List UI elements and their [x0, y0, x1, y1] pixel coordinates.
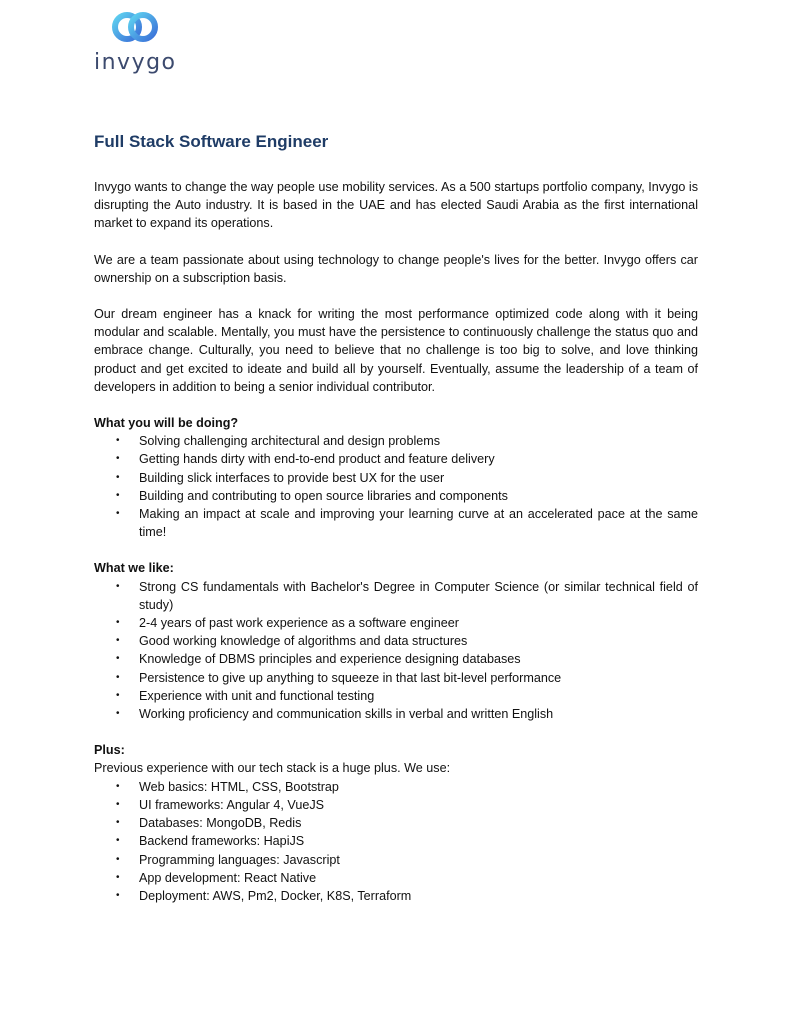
bullet-icon: • — [116, 871, 120, 883]
intro-paragraph: Invygo wants to change the way people use mobility services. As a 500 startups portfolio company, Invygo is disrupting the Auto industry. It is based in the UAE and has elected Saudi Arabia as the first international market to expand its operations. — [94, 180, 698, 231]
bullet-icon: • — [116, 489, 120, 501]
list-item: • Strong CS fundamentals with Bachelor's Degree in Computer Science (or similar technical field of study) — [116, 579, 698, 612]
bullet-icon: • — [116, 798, 120, 810]
list-item: • Backend frameworks: HapiJS — [94, 832, 698, 850]
doing-list — [94, 432, 698, 541]
list-item: • Web basics: HTML, CSS, Bootstrap — [94, 778, 698, 796]
bullet-icon: • — [116, 508, 120, 520]
list-item: • Building and contributing to open source libraries and components — [94, 487, 698, 505]
plus-intro: Previous experience with our tech stack is a huge plus. We use: — [94, 761, 451, 776]
list-item: • Experience with unit and functional testing — [94, 687, 698, 705]
company-logo — [94, 10, 184, 74]
list-item: • Persistence to give up anything to squeeze in that last bit-level performance — [94, 669, 698, 687]
bullet-icon: • — [116, 471, 120, 483]
bullet-icon: • — [116, 671, 120, 683]
team-paragraph: We are a team passionate about using technology to change people's lives for the better. Invygo offers car ownership on a subscription basis. — [94, 252, 698, 285]
list-item: • Solving challenging architectural and design problems — [94, 432, 698, 450]
doing-section — [94, 414, 698, 541]
like-list — [94, 578, 698, 724]
list-item: • Making an impact at scale and improving your learning curve at an accelerated pace at the same time! — [116, 507, 698, 540]
bullet-icon: • — [116, 780, 120, 792]
plus-section — [94, 741, 698, 905]
bullet-icon: • — [116, 617, 120, 629]
logo-wordmark: invygo — [94, 50, 177, 75]
list-item: • Programming languages: Javascript — [94, 851, 698, 869]
logo-mark-icon — [110, 10, 160, 48]
list-item: • Databases: MongoDB, Redis — [94, 814, 698, 832]
list-item: • Getting hands dirty with end-to-end product and feature delivery — [94, 450, 698, 468]
document-body — [94, 178, 698, 923]
bullet-icon: • — [116, 453, 120, 465]
list-item: • App development: React Native — [94, 869, 698, 887]
list-item: • Building slick interfaces to provide best UX for the user — [94, 469, 698, 487]
list-item: • 2-4 years of past work experience as a software engineer — [94, 614, 698, 632]
list-item: • Working proficiency and communication skills in verbal and written English — [94, 705, 698, 723]
list-item: • Good working knowledge of algorithms and data structures — [94, 632, 698, 650]
bullet-icon: • — [116, 653, 120, 665]
bullet-icon: • — [116, 580, 120, 592]
list-item: • Knowledge of DBMS principles and experience designing databases — [94, 650, 698, 668]
dream-engineer-paragraph: Our dream engineer has a knack for writing the most performance optimized code along with it being modular and scalable. Mentally, you must have the persistence to continuously challenge the status quo and embrace change. Culturally, you need to believe that no challenge is too big to solve, and love thinking product and get excited to ideate and build all by yourself. Eventually, assume the leadership of a team of developers in addition to being a senior individual contributor. — [94, 307, 698, 394]
page-title: Full Stack Software Engineer — [94, 132, 329, 151]
bullet-icon: • — [116, 435, 120, 447]
like-heading: What we like: — [94, 561, 174, 576]
bullet-icon: • — [116, 708, 120, 720]
doing-heading: What you will be doing? — [94, 416, 239, 431]
bullet-icon: • — [116, 689, 120, 701]
plus-heading: Plus: — [94, 743, 125, 758]
list-item: • Deployment: AWS, Pm2, Docker, K8S, Terraform — [94, 887, 698, 905]
bullet-icon: • — [116, 817, 120, 829]
list-item: • UI frameworks: Angular 4, VueJS — [94, 796, 698, 814]
plus-list — [94, 778, 698, 905]
bullet-icon: • — [116, 635, 120, 647]
bullet-icon: • — [116, 889, 120, 901]
like-section — [94, 559, 698, 723]
bullet-icon: • — [116, 853, 120, 865]
bullet-icon: • — [116, 835, 120, 847]
